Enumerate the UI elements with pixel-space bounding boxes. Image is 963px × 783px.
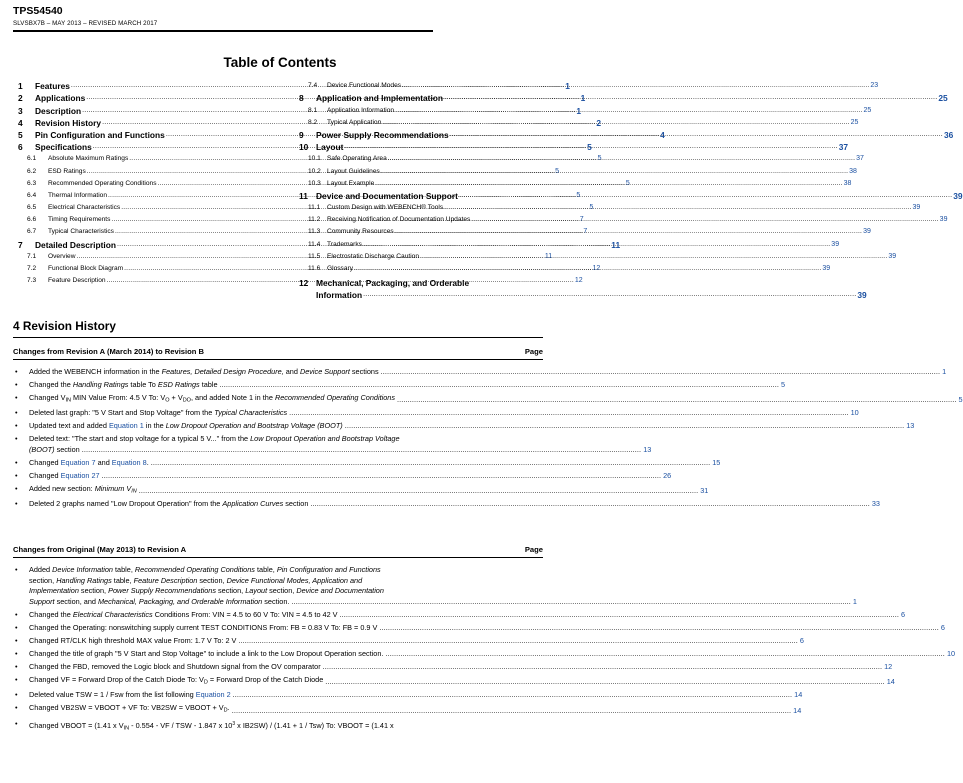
toc-entry-page-link[interactable]: 11 xyxy=(611,239,621,250)
toc-entry-number: 9 xyxy=(299,129,304,140)
toc-entry-page-link[interactable]: 39 xyxy=(912,204,921,212)
toc-entry-second-line xyxy=(316,289,867,301)
toc-entry-number: 6.6 xyxy=(27,216,37,224)
toc-leader-dots xyxy=(395,226,862,238)
toc-entry-number: 10 xyxy=(299,142,309,153)
toc-entry-number: 8 xyxy=(299,93,304,104)
toc-entry-title: Description xyxy=(35,105,82,116)
toc-entry-page-link[interactable]: 2 xyxy=(596,117,602,128)
toc-entry-number: 6.2 xyxy=(27,167,37,175)
list-item: • Changed the Handling Ratings table To ESD Ratings table ..... 5 xyxy=(13,380,543,391)
toc-entry-number: 2 xyxy=(18,93,23,104)
toc-entry[interactable] xyxy=(299,214,948,226)
toc-entry-page-link[interactable]: 5 xyxy=(555,167,560,175)
section-heading: 4 Revision History xyxy=(13,319,116,333)
toc-entry-number: 11.5 xyxy=(308,252,321,260)
toc-entry[interactable] xyxy=(299,190,963,202)
toc-entry-page-link[interactable]: 39 xyxy=(888,252,897,260)
list-item: • Changed VBOOT = (1.41 x $V_{IN} - 0.554$ - VF / TSW - 1.847 x $10^3$ x IB2SW) / (1.41 + 1 / Tsw) To: VBOOT = (1.41 x xyxy=(15,718,394,732)
toc-entry[interactable] xyxy=(299,178,852,190)
toc-leader-dots xyxy=(471,214,938,226)
toc-entry-page-link[interactable]: 39 xyxy=(939,216,948,224)
toc-entry-title: Applications xyxy=(35,93,86,104)
toc-entry[interactable] xyxy=(299,238,840,250)
toc-title: Table of Contents xyxy=(223,55,337,70)
toc-entry-title: Thermal Information xyxy=(48,191,107,199)
toc-entry-number: 6.7 xyxy=(27,228,37,236)
toc-entry-title: Overview xyxy=(48,252,76,260)
toc-entry-page-link[interactable]: 5 xyxy=(587,142,592,153)
toc-entry-number: 3 xyxy=(18,105,23,116)
page-link[interactable]: 13 xyxy=(906,421,915,431)
changes-original-header xyxy=(13,545,543,554)
toc-leader-dots xyxy=(420,251,887,263)
toc-entry[interactable] xyxy=(299,165,857,177)
toc-entry-number: 11.4 xyxy=(308,240,321,248)
toc-entry-title: Power Supply Recommendations xyxy=(316,129,449,140)
toc-entry-page-link[interactable]: 38 xyxy=(849,167,857,175)
page-link[interactable]: 5 xyxy=(781,379,786,389)
toc-entry-page-link[interactable]: 5 xyxy=(625,179,630,187)
toc-entry-page-link[interactable]: 38 xyxy=(843,179,852,187)
toc-entry-page-link[interactable]: 25 xyxy=(850,118,859,126)
list-item: • Added the WEBENCH information in the Features, Detailed Design Procedure, and Device Support sections ..... 1 xyxy=(13,367,543,378)
toc-entry-title: Community Resources xyxy=(327,228,394,236)
toc-entry-page-link[interactable]: 12 xyxy=(574,277,583,285)
list-item: • Changed RT/CLK high threshold MAX value From: 1.7 V To: 2 V ..... 6 xyxy=(13,636,543,647)
toc-entry-title: Absolute Maximum Ratings xyxy=(48,155,129,163)
toc-entry-title: Layout xyxy=(316,142,344,153)
toc-entry-page-link[interactable]: 39 xyxy=(831,240,840,248)
toc-entry-number: 11.1 xyxy=(308,204,321,212)
page-link[interactable]: 1 xyxy=(852,596,857,606)
toc-entry-page-link[interactable]: 5 xyxy=(597,155,602,163)
toc-entry[interactable] xyxy=(299,251,897,263)
toc-entry-title: Detailed Description xyxy=(35,239,116,250)
toc-entry-title: Application and Implementation xyxy=(316,93,444,104)
toc-entry[interactable] xyxy=(299,92,948,104)
list-item: • Added Device Information table, Recommended Operating Conditions table, Pin Configuration and Functions section, Handling Ratings table, Feature Description section, Device Functional Modes, Application and Implementation section, Power Supply Recommendations section, Layout section, Device and Documentation Support section, and Mechanical, Packaging, and Orderable Information section. ..... 1 xyxy=(13,565,543,607)
toc-entry-title: Safe Operating Area xyxy=(327,155,387,163)
toc-entry-title: ESD Ratings xyxy=(48,167,86,175)
toc-entry-page-link[interactable]: 11 xyxy=(544,252,553,260)
toc-entry[interactable] xyxy=(299,226,871,238)
list-item: • Changed Equation 27 ..... 26 xyxy=(13,471,543,482)
toc-entry-number: 5 xyxy=(18,129,23,140)
toc-entry-number: 6.4 xyxy=(27,191,37,199)
page-link[interactable]: 10 xyxy=(850,408,859,418)
document-literature-number: SLVSBX7B – MAY 2013 – REVISED MARCH 2017 xyxy=(13,20,158,27)
toc-entry-number: 7.2 xyxy=(27,265,37,272)
toc-entry-title: Feature Description xyxy=(48,277,106,285)
toc-entry-title: Typical Application xyxy=(327,118,382,126)
toc-entry-number: 8.1 xyxy=(308,106,318,114)
toc-leader-dots xyxy=(375,178,842,190)
toc-entry-page-link[interactable]: 37 xyxy=(856,155,864,163)
toc-entry-page-link[interactable]: 25 xyxy=(938,93,948,104)
list-item: • Changed the title of graph "5 V Start and Stop Voltage" to include a link to the Low Dropout Operation section. ..... 10 xyxy=(13,649,543,660)
toc-entry-page-link[interactable]: 25 xyxy=(863,106,872,114)
page-link[interactable]: 15 xyxy=(712,458,721,467)
toc-entry[interactable] xyxy=(299,80,879,92)
toc-entry-number: 4 xyxy=(18,117,23,128)
page-link[interactable]: 14 xyxy=(793,705,802,715)
toc-entry-title: Typical Characteristics xyxy=(48,228,114,236)
toc-entry-number: 11 xyxy=(299,190,308,201)
toc-entry[interactable] xyxy=(299,117,859,129)
toc-entry-number: 11.3 xyxy=(308,228,321,236)
toc-entry-page-link[interactable]: 1 xyxy=(576,105,582,116)
toc-entry[interactable] xyxy=(299,277,867,302)
toc-entry-page-link[interactable]: 12 xyxy=(592,265,601,272)
toc-entry-number: 11.2 xyxy=(308,216,321,224)
toc-entry-title: Trademarks xyxy=(327,240,362,248)
toc-entry-number: 12 xyxy=(299,278,309,288)
list-item: • Changed Equation 7 and Equation 8. ..... 15 xyxy=(13,458,543,469)
list-item: • Changed the FBD, removed the Logic block and Shutdown signal from the OV comparator ..... 12 xyxy=(13,662,543,673)
toc-entry-title: Custom Design with WEBENCH® Tools xyxy=(327,204,444,212)
toc-entry-page-link[interactable]: 7 xyxy=(579,216,584,224)
toc-entry-page-link[interactable]: 36 xyxy=(943,129,954,140)
section-divider xyxy=(13,337,543,338)
toc-leader-dots xyxy=(444,202,911,214)
changes-original-list xyxy=(13,565,956,734)
list-item: • Changed VF = Forward Drop of the Catch Diode To: $V_D$ = Forward Drop of the Catch Diode ..... 14 xyxy=(13,675,543,688)
list-item: • Deleted 2 graphs named "Low Dropout Operation" from the Application Curves section ..... 33 xyxy=(13,499,543,510)
toc-entry-page-link[interactable]: 23 xyxy=(870,82,879,90)
toc-leader-dots xyxy=(459,190,952,202)
equation-link[interactable]: Equation 7 xyxy=(60,458,96,467)
toc-entry-title: Electrical Characteristics xyxy=(48,204,121,212)
toc-entry-number: 10.3 xyxy=(308,179,321,187)
toc-entry-page-link[interactable]: 5 xyxy=(589,204,594,212)
changes-original-title: Changes from Original (May 2013) to Revision A xyxy=(13,545,187,554)
toc-leader-dots xyxy=(444,92,937,104)
toc-entry-title: Device and Documentation Support xyxy=(316,190,458,201)
toc-leader-dots xyxy=(354,263,821,275)
toc-entry-title: Receiving Notification of Documentation Updates xyxy=(327,216,471,224)
toc-entry-title: Layout Guidelines xyxy=(327,167,380,175)
equation-link[interactable]: Equation 1 xyxy=(108,421,144,431)
page-link[interactable]: 12 xyxy=(884,661,893,671)
toc-entry-title: Electrostatic Discharge Caution xyxy=(327,252,419,260)
page-link[interactable]: 1 xyxy=(942,367,947,376)
toc-entry-number: 7.1 xyxy=(27,252,37,260)
page-column-label: Page xyxy=(524,347,543,356)
page-link[interactable]: 14 xyxy=(794,690,803,700)
toc-leader-dots xyxy=(344,141,837,153)
page-link[interactable]: 6 xyxy=(799,635,804,645)
list-item: • Changed $V_{IN}$ MIN Value From: 4.5 V To: $V_O + V_{DO}$, and added Note 1 in the Recommended Operating Conditions ..... 5 xyxy=(13,393,543,406)
toc-entry-title: Features xyxy=(35,81,70,92)
toc-entry[interactable] xyxy=(299,153,864,165)
list-item: • Added new section: Minimum $V_{IN}$ ..... 31 xyxy=(13,484,543,497)
toc-entry-title-wrap xyxy=(316,277,867,301)
toc-entry[interactable] xyxy=(299,104,872,116)
toc-entry-page-link[interactable]: 5 xyxy=(576,191,581,199)
toc-entry-number: 8.2 xyxy=(308,118,318,126)
toc-leader-dots xyxy=(388,153,855,165)
toc-leader-dots xyxy=(402,80,869,92)
equation-link[interactable]: Equation 27 xyxy=(60,470,100,480)
toc-entry[interactable] xyxy=(299,202,921,214)
page-link[interactable]: 5 xyxy=(958,395,963,405)
toc-entry-page-link[interactable]: 1 xyxy=(580,93,586,104)
toc-entry-number: 6.3 xyxy=(27,179,37,187)
toc-leader-dots xyxy=(363,239,830,251)
toc-entry-page-link[interactable]: 39 xyxy=(953,190,963,201)
list-item: • Changed the Operating: nonswitching supply current TEST CONDITIONS From: FB = 0.83 V To: FB = 0.9 V ..... 6 xyxy=(13,623,543,634)
toc-leader-dots xyxy=(381,166,848,178)
page-link[interactable]: 26 xyxy=(663,470,672,480)
list-item: • Updated text and added Equation 1 in the Low Dropout Operation and Bootstrap Voltage (BOOT) ..... 13 xyxy=(13,421,543,432)
page-link[interactable]: 6 xyxy=(901,609,906,619)
toc-entry-page-link[interactable]: 7 xyxy=(583,228,588,236)
page-link[interactable]: 10 xyxy=(946,648,956,658)
toc-entry-number: 1 xyxy=(18,81,23,92)
toc-entry-page-link[interactable]: 37 xyxy=(838,142,849,153)
toc-entry-number: 10.1 xyxy=(308,155,321,163)
header-divider xyxy=(13,30,433,32)
equation-link[interactable]: Equation 8 xyxy=(111,458,147,467)
page-column-label: Page xyxy=(524,545,543,554)
changes-rev-b-title: Changes from Revision A (March 2014) to Revision B xyxy=(13,347,205,356)
toc-entry-page-link[interactable]: 39 xyxy=(822,265,831,272)
toc-entry-number: 10.2 xyxy=(308,167,321,175)
page-link[interactable]: 31 xyxy=(700,486,709,496)
toc-entry-title: Glossary xyxy=(327,265,354,272)
toc-entry-title: Mechanical, Packaging, and Orderable xyxy=(316,278,470,288)
toc-leader-dots xyxy=(395,105,862,117)
page-link[interactable]: 14 xyxy=(886,677,895,687)
toc-entry-number: 7.4 xyxy=(308,82,318,90)
toc-entry-title: Information xyxy=(316,290,363,300)
toc-entry[interactable] xyxy=(299,129,954,141)
toc-entry-title: Revision History xyxy=(35,117,102,128)
equation-link[interactable]: Equation 2 xyxy=(195,690,231,700)
toc-leader-dots xyxy=(363,289,856,301)
document-part-number: TPS54540 xyxy=(13,5,63,17)
toc-entry-page-link[interactable]: 1 xyxy=(565,81,570,92)
page-link[interactable]: 6 xyxy=(940,622,945,632)
changes-rev-b-list xyxy=(13,367,963,510)
toc-entry-number: 7 xyxy=(18,239,23,250)
toc-entry-title: Device Functional Modes xyxy=(327,82,402,90)
toc-right-column xyxy=(299,80,963,302)
list-item: • Deleted text: "The start and stop voltage for a typical 5 V..." from the Low Dropout Operation and Bootstrap Voltage (BOOT) section ..... 13 xyxy=(13,434,543,455)
changes-rev-b-divider xyxy=(13,359,543,360)
toc-entry-title: Pin Configuration and Functions xyxy=(35,129,165,140)
list-item: • Deleted value TSW = 1 / Fsw from the list following Equation 2 ..... 14 xyxy=(13,690,543,701)
toc-entry-number: 7.3 xyxy=(27,277,37,285)
page-link[interactable]: 33 xyxy=(871,499,880,509)
toc-entry-number: 6 xyxy=(18,142,23,153)
changes-rev-b-header xyxy=(13,347,543,356)
changes-original-divider xyxy=(13,557,543,558)
toc-entry-number: 6.5 xyxy=(27,204,37,212)
toc-entry-title: Recommended Operating Conditions xyxy=(48,179,157,187)
toc-leader-dots xyxy=(382,117,849,129)
toc-entry-title: Layout Example xyxy=(327,179,375,187)
toc-entry-title: Application Information xyxy=(327,106,395,114)
list-item: • Deleted last graph: "5 V Start and Stop Voltage" from the Typical Characteristics ..... 10 xyxy=(13,408,543,419)
toc-leader-dots xyxy=(450,129,943,141)
list-item: • Changed VB2SW = VBOOT + VF To: VB2SW = VBOOT + $V_D$. ..... 14 xyxy=(13,703,543,716)
list-item: • Changed the Electrical Characteristics Conditions From: VIN = 4.5 to 60 V To: VIN = 4.5 to 42 V ..... 6 xyxy=(13,610,543,621)
toc-entry-title: Specifications xyxy=(35,142,92,153)
page-link[interactable]: 13 xyxy=(643,445,652,455)
toc-entry-page-link[interactable]: 4 xyxy=(660,129,665,140)
toc-entry-title: Functional Block Diagram xyxy=(48,265,124,272)
toc-entry-number: 6.1 xyxy=(27,155,37,163)
toc-entry[interactable] xyxy=(299,141,849,153)
toc-entry-title: Timing Requirements xyxy=(48,216,111,224)
toc-entry-page-link[interactable]: 39 xyxy=(863,228,871,236)
toc-entry-page-link[interactable]: 39 xyxy=(857,290,867,300)
toc-entry-number: 11.6 xyxy=(308,265,321,272)
